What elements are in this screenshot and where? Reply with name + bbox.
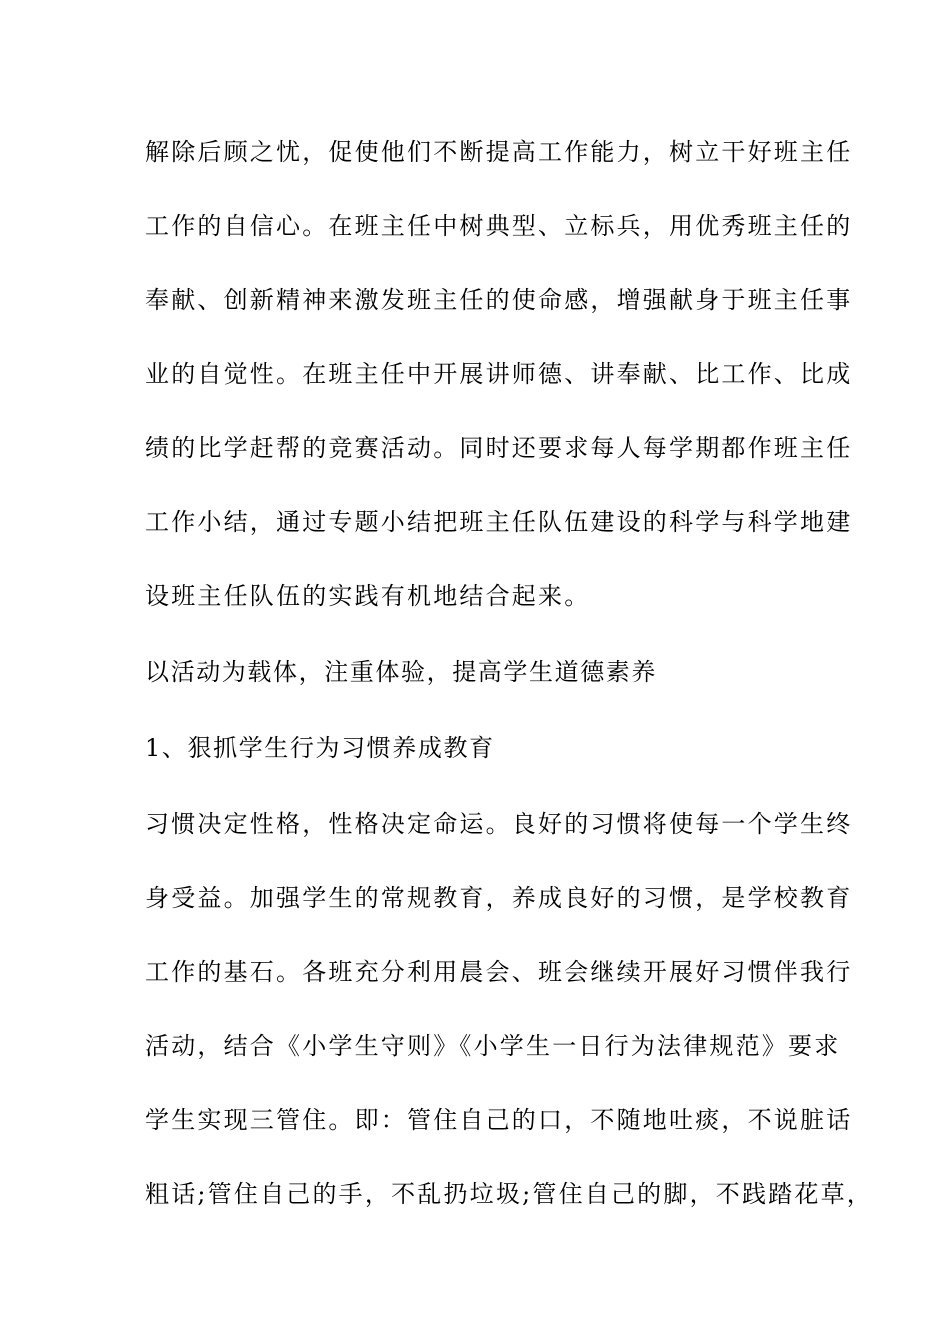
paragraph-line: 奉献、创新精神来激发班主任的使命感，增强献身于班主任事 xyxy=(145,286,853,314)
paragraph-line: 习惯决定性格，性格决定命运。良好的习惯将使每一个学生终 xyxy=(145,810,853,838)
section-heading: 以活动为载体，注重体验，提高学生道德素养 xyxy=(145,658,657,686)
paragraph-line: 绩的比学赶帮的竞赛活动。同时还要求每人每学期都作班主任 xyxy=(145,434,853,462)
paragraph-line: 工作小结，通过专题小结把班主任队伍建设的科学与科学地建 xyxy=(145,508,853,536)
paragraph-line: 解除后顾之忧，促使他们不断提高工作能力，树立干好班主任 xyxy=(145,138,853,166)
paragraph-line: 学生实现三管住。即：管住自己的口，不随地吐痰，不说脏话 xyxy=(145,1106,853,1134)
paragraph-line: 工作的基石。各班充分利用晨会、班会继续开展好习惯伴我行 xyxy=(145,958,853,986)
paragraph-line: 设班主任队伍的实践有机地结合起来。 xyxy=(145,582,591,610)
subheading: 1、狠抓学生行为习惯养成教育 xyxy=(145,734,495,762)
paragraph-line: 粗话;管住自己的手，不乱扔垃圾;管住自己的脚，不践踏花草， xyxy=(145,1180,873,1208)
paragraph-line: 活动，结合《小学生守则》《小学生一日行为法律规范》要求 xyxy=(145,1032,841,1060)
paragraph-line: 业的自觉性。在班主任中开展讲师德、讲奉献、比工作、比成 xyxy=(145,360,853,388)
paragraph-line: 身受益。加强学生的常规教育，养成良好的习惯，是学校教育 xyxy=(145,884,853,912)
paragraph-line: 工作的自信心。在班主任中树典型、立标兵，用优秀班主任的 xyxy=(145,212,853,240)
